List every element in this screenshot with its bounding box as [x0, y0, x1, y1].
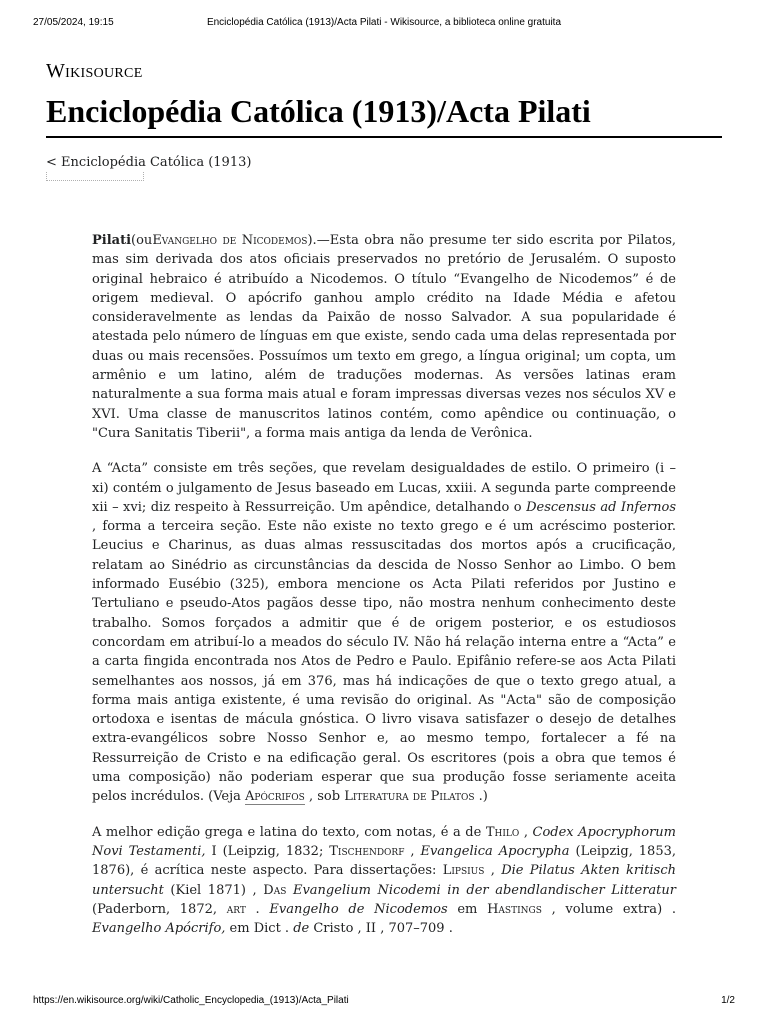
abbrev-art: art — [226, 901, 246, 917]
article-body — [92, 231, 676, 954]
text-run: , sob — [304, 789, 345, 805]
author-lipsius: Lipsius — [442, 863, 485, 879]
text-run — [286, 883, 293, 898]
print-datetime: 27/05/2024, 19:15 — [33, 17, 114, 28]
descensus-title: Descensus ad Infernos — [526, 499, 676, 515]
print-page-number: 1/2 — [721, 995, 735, 1006]
article-paragraph-2 — [92, 459, 676, 806]
text-run: , volume extra) . — [541, 901, 676, 917]
work-evangelho-apocrifo: Evangelho Apócrifo, — [92, 921, 226, 937]
link-apocrifos[interactable]: Apócrifos — [245, 789, 305, 805]
text-run: I (Leipzig, 1832; — [205, 843, 330, 859]
text-run: , — [484, 863, 502, 879]
breadcrumb-link-enciclopedia[interactable]: Enciclopédia Católica (1913) — [61, 155, 252, 170]
article-paragraph-1 — [92, 231, 676, 443]
author-thilo: Thilo — [485, 824, 520, 840]
text-run: (Leipzig, 1853, 1876), é acrítica neste aspecto. Para dissertações: — [92, 843, 676, 879]
print-header — [0, 0, 768, 34]
work-evangelium-nicodemi: Evangelium Nicodemi in der abendlandischer Litteratur — [292, 882, 676, 898]
breadcrumb-prefix: < — [46, 155, 57, 170]
print-url: https://en.wikisource.org/wiki/Catholic_Encyclopedia_(1913)/Acta_Pilati — [33, 995, 349, 1006]
author-tischendorf: Tischendorf — [329, 843, 405, 859]
author-hastings: Hastings — [487, 901, 542, 917]
text-run: , forma a terceira seção. Este não existe no texto grego e é um acréscimo posterior. Leucius e Charinus, as duas almas ressuscitadas dos mortos após a crucificação, relatam ao Sinédrio as circunstâncias da descida de Nosso Senhor ao Limbo. O bem informado Eusébio (325), embora mencione os Acta Pilati referidos por Justino e Tertuliano e pseudo-Atos pagãos desse tipo, não mostra nenhum conhecimento deste trabalho. Somos forçados a admitir que é de origem posterior, e os estudiosos concordam em atribuí-lo a meados do século IV. Não há relação interna entre a “Acta” e a carta fingida encontrada nos Atos de Pedro e Paulo. Epifânio refere-se aos Acta Pilati semelhantes aos nossos, já em 376, mas há indicações de que o texto grego atual, a forma mais antiga existente, é uma revisão do original. As "Acta" são de composição ortodoxa e isentas de mácula gnóstica. O livro visava satisfazer o desejo de detalhes extra-evangélicos sobre Nosso Senhor e, ao mesmo tempo, fortalecer a fé na Ressurreição de Cristo e na edificação geral. Os escritores (pois a obra que temos é uma composição) não poderiam esperar que sua produção fosse seriamente aceita pelos incrédulos. (Veja — [92, 519, 676, 805]
text-run: A melhor edição grega e latina do texto, com notas, é a de — [92, 824, 486, 840]
work-evangelho-nicodemos: Evangelho de Nicodemos — [269, 901, 448, 917]
text-run: em Dict . — [225, 921, 294, 937]
text-run: ).—Esta obra não presume ter sido escrita por Pilatos, mas sim derivada dos atos oficiais preservados no pretório de Jerusalém. O suposto original hebraico é atribuído a Nicodemos. O título “Evangelho de Nicodemos” é de origem medieval. O apócrifo ganhou amplo crédito na Idade Média e afetou consideravelmente as lendas da Paixão de nosso Salvador. A sua popularidade é atestada pelo número de línguas em que existe, sendo cada uma delas representada por duas ou mais recensões. Possuímos um texto em grego, a língua original; um copta, um armênio e um latino, além de traduções modernas. As versões latinas eram naturalmente a sua forma mais atual e foram impressas diversas vezes nos séculos XV e XVI. Uma classe de manuscritos latinos contém, como apêndice ou continuação, o "Cura Sanitatis Tiberii", a forma mais antiga da lenda de Verônica. — [92, 233, 676, 441]
page-title: Enciclopédia Católica (1913)/Acta Pilati — [46, 91, 722, 138]
text-run: em — [447, 901, 488, 917]
work-pilatus-akten: Die Pilatus Akten kritisch untersucht — [92, 863, 676, 898]
text-run: , — [404, 843, 421, 859]
alt-title-evangelho-nicodemos: Evangelho de Nicodemos — [152, 233, 308, 248]
work-evangelica-apocrypha: Evangelica Apocrypha — [420, 843, 570, 859]
article-paragraph-3-bibliography — [92, 823, 676, 939]
literatura-de-pilatos: Literatura de Pilatos — [344, 789, 475, 805]
work-codex-apocryphorum: Codex Apocryphorum Novi Testamenti, — [92, 824, 676, 859]
wikisource-logo[interactable]: Wikisource — [46, 60, 143, 82]
author-das: Das — [263, 882, 287, 898]
text-run: . — [245, 901, 270, 917]
breadcrumb-focus-outline — [46, 172, 144, 181]
text-run: A “Acta” consiste em três seções, que revelam desigualdades de estilo. O primeiro (i – xi) contém o julgamento de Jesus baseado em Lucas, xxiii. A segunda parte compreende xii – xvi; diz respeito à Ressurreição. Um apêndice, detalhando o — [92, 461, 676, 515]
text-run: Cristo , II , 707–709 . — [309, 921, 453, 937]
text-run: .) — [474, 789, 488, 805]
word-de: de — [293, 921, 310, 937]
text-run: (Paderborn, 1872, — [92, 901, 227, 917]
print-document-title: Enciclopédia Católica (1913)/Acta Pilati - Wikisource, a biblioteca online gratuita — [206, 17, 562, 28]
text-run: (Kiel 1871) , — [163, 882, 264, 898]
text-run: (ou — [131, 233, 153, 248]
text-run: , — [519, 824, 533, 840]
lead-term: Pilati — [92, 233, 132, 248]
breadcrumb — [46, 155, 251, 181]
